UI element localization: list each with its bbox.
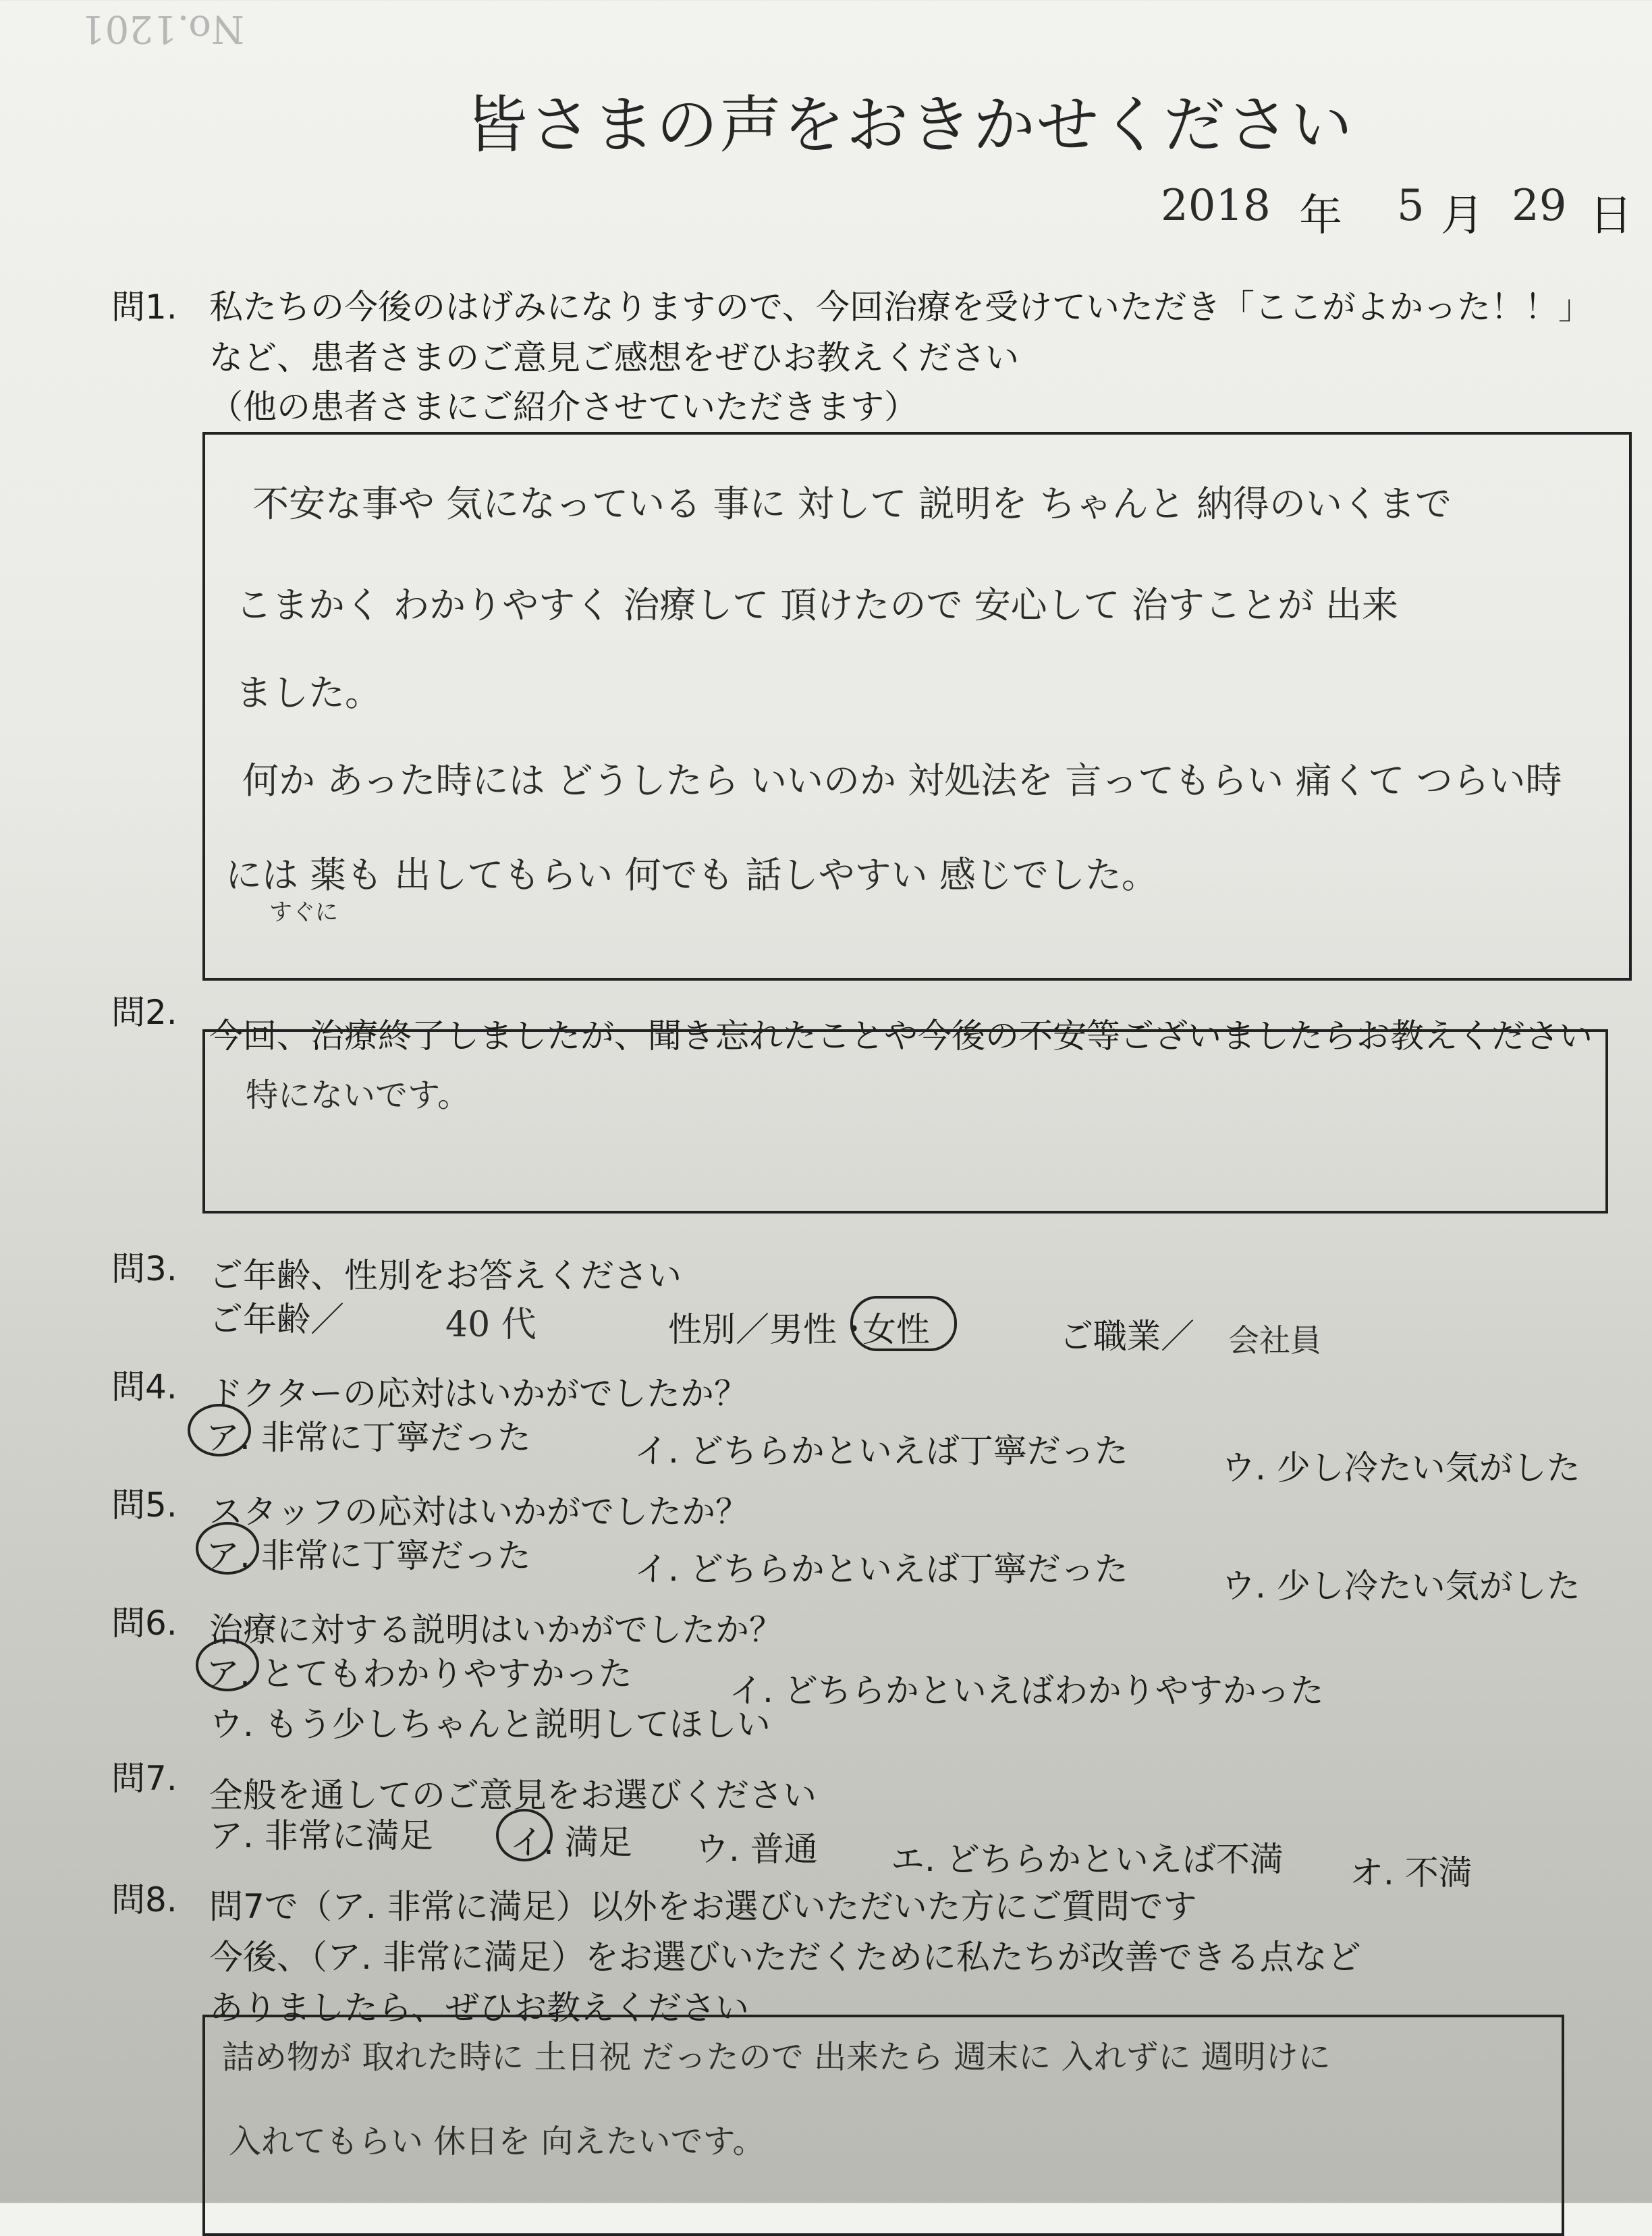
q1-answer-line-3: ました。 [236,672,381,714]
q3-job-value: 会社員 [1228,1322,1321,1359]
q6-option-u: ウ. もう少しちゃんと説明してほしい [209,1705,771,1744]
q2-number: 問2. [111,993,177,1032]
q8-number: 問8. [111,1880,177,1919]
q3-gender-female: 女性 [862,1310,930,1349]
q7-option-a: ア. 非常に満足 [209,1816,433,1855]
q7-option-u: ウ. 普通 [695,1830,818,1869]
date-year: 2018 [1161,181,1271,231]
q2-answer-box [202,1029,1608,1214]
q1-answer-insert: すぐに [269,899,338,926]
q1-answer-line-2: こまかく わかりやすく 治療して 頂けたので 安心して 治すことが 出来 [236,584,1398,626]
q1-number: 問1. [111,288,177,327]
q8-line-3: ありましたら、ぜひお教えください [209,1988,749,2027]
q7-option-e: エ. どちらかといえば不満 [891,1840,1284,1879]
q1-line-1: 私たちの今後のはげみになりますので、今回治療を受けていただき「ここがよかった！！」 [209,288,1592,327]
q8-answer-line-1: 詰め物が 取れた時に 土日祝 だったので 出来たら 週末に 入れずに 週明けに [222,2038,1331,2076]
date-day-unit: 日 [1589,191,1632,241]
q3-age-value: 40 代 [445,1305,536,1345]
date-day: 29 [1512,181,1567,231]
q3-gender-label: 性別／男性・ [668,1310,871,1349]
q1-answer-box [202,432,1632,981]
q8-line-2: 今後、（ア. 非常に満足）をお選びいただくために私たちが改善できる点など [209,1938,1361,1977]
q1-answer-line-4: 何か あった時には どうしたら いいのか 対処法を 言ってもらい 痛くて つらい時 [242,759,1562,802]
q5-option-a: ア. 非常に丁寧だった [206,1536,531,1575]
q2-text: 今回、治療終了しましたが、聞き忘れたことや今後の不安等ございましたらお教えください [209,1016,1593,1056]
q5-option-u: ウ. 少し冷たい気がした [1221,1566,1580,1606]
q7-number: 問7. [111,1759,177,1798]
q4-option-a: ア. 非常に丁寧だった [206,1418,531,1457]
q3-text: ご年齢、性別をお答えください [209,1256,682,1295]
q6-option-a: ア. とてもわかりやすかった [206,1654,632,1693]
q4-option-u: ウ. 少し冷たい気がした [1221,1448,1580,1488]
q3-number: 問3. [111,1249,177,1288]
q6-number: 問6. [111,1604,177,1643]
q3-age-label: ご年齢／ [209,1300,344,1339]
q5-text: スタッフの応対はいかがでしたか？ [209,1492,749,1531]
q8-line-1: 問7で（ア. 非常に満足）以外をお選びいただいた方にご質問です [209,1887,1197,1926]
q2-answer: 特にないです。 [246,1076,470,1114]
q3-job-label: ご職業／ [1059,1317,1194,1356]
q7-text: 全般を通してのご意見をお選びください [209,1776,817,1815]
q1-answer-line-5: には 薬も 出してもらい 何でも 話しやすい 感じでした。 [225,854,1158,896]
q5-option-i: イ. どちらかといえば丁寧だった [634,1550,1128,1589]
q6-text: 治療に対する説明はいかがでしたか？ [209,1610,783,1649]
q4-number: 問4. [111,1367,177,1407]
selected-female-circle [850,1296,957,1351]
q4-option-i: イ. どちらかといえば丁寧だった [634,1431,1128,1471]
q8-answer-line-2: 入れてもらい 休日を 向えたいです。 [229,2123,765,2160]
serial-number: No.1201 [81,7,245,51]
q4-text: ドクターの応対はいかがでしたか？ [209,1374,748,1413]
date-month-unit: 月 [1441,191,1484,241]
q6-option-i: イ. どちらかといえばわかりやすかった [729,1671,1324,1710]
date-month: 5 [1397,181,1425,231]
q7-option-o: オ. 不満 [1350,1853,1472,1892]
q7-option-i: イ. 満足 [510,1823,632,1862]
q1-line-3: （他の患者さまにご紹介させていただきます） [209,387,918,427]
q1-line-2: など、患者さまのご意見ご感想をぜひお教えください [209,338,1019,377]
q1-answer-line-1: 不安な事や 気になっている 事に 対して 説明を ちゃんと 納得のいくまで [252,483,1452,525]
date-year-unit: 年 [1299,191,1342,241]
page-title: 皆さまの声をおきかせください [466,89,1354,161]
q5-number: 問5. [111,1485,177,1525]
